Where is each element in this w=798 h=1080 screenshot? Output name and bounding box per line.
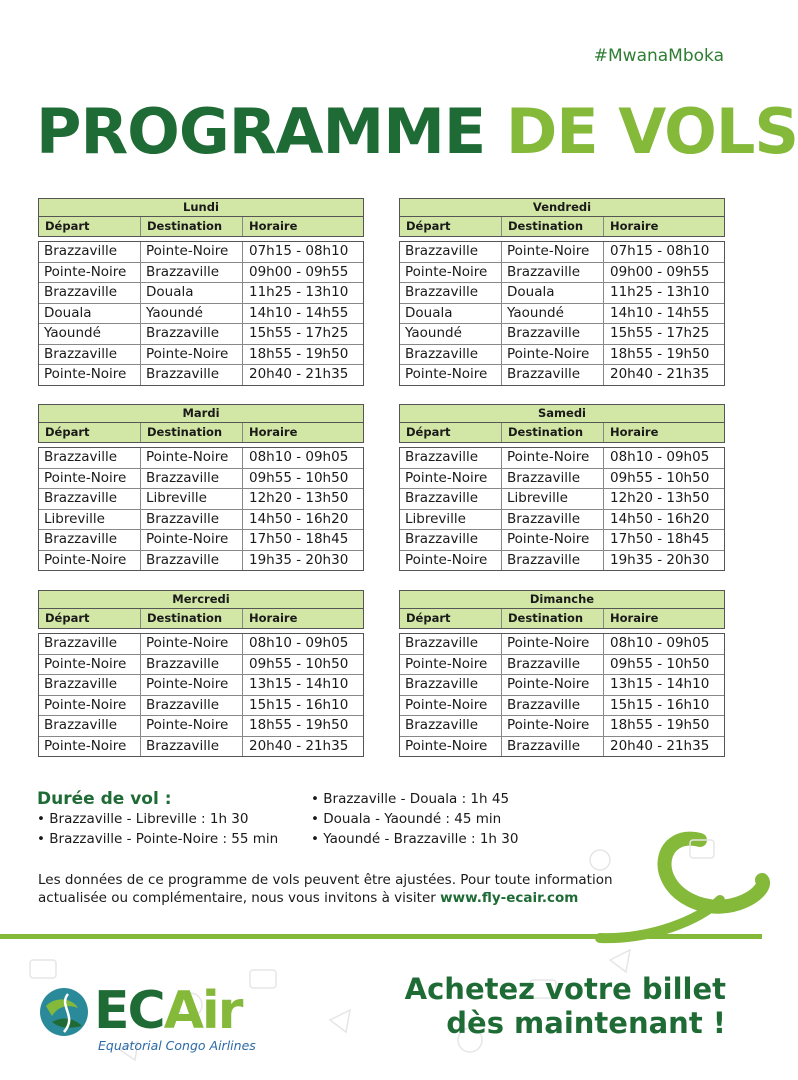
destination-cell: Pointe-Noire <box>502 345 604 365</box>
departure-cell: Douala <box>39 304 141 324</box>
departure-cell: Brazzaville <box>39 448 141 468</box>
column-header: Départ <box>400 609 502 628</box>
table-row <box>400 529 724 550</box>
departure-cell: Brazzaville <box>39 242 141 262</box>
table-row <box>39 303 363 324</box>
table-row <box>400 674 724 695</box>
table-row <box>400 695 724 716</box>
table-row <box>400 488 724 509</box>
departure-cell: Pointe-Noire <box>400 551 502 571</box>
time-cell: 15h15 - 16h10 <box>610 696 710 713</box>
destination-cell: Yaoundé <box>141 304 243 324</box>
destination-cell: Libreville <box>141 489 243 509</box>
table-row <box>39 282 363 303</box>
departure-cell: Brazzaville <box>400 675 502 695</box>
table-row <box>400 509 724 530</box>
time-cell: 18h55 - 19h50 <box>249 345 349 362</box>
time-cell: 20h40 - 21h35 <box>610 737 710 754</box>
time-cell: 12h20 - 13h50 <box>249 490 349 506</box>
table-row <box>39 242 363 262</box>
departure-cell: Pointe-Noire <box>39 551 141 571</box>
call-to-action <box>405 972 726 1040</box>
time-cell: 08h10 - 09h05 <box>610 449 710 465</box>
brand-air: Air <box>163 981 242 1041</box>
departure-cell: Pointe-Noire <box>39 365 141 385</box>
day-header: Dimanche <box>399 590 725 609</box>
departure-cell: Brazzaville <box>400 716 502 736</box>
departure-cell: Pointe-Noire <box>39 696 141 716</box>
destination-cell: Pointe-Noire <box>502 448 604 468</box>
destination-cell: Brazzaville <box>502 551 604 571</box>
time-cell: 11h25 - 13h10 <box>610 284 710 300</box>
table-row <box>400 364 724 385</box>
column-header: Départ <box>400 423 502 442</box>
time-cell: 20h40 - 21h35 <box>249 737 349 754</box>
day-header: Vendredi <box>399 198 725 217</box>
column-header: Départ <box>39 423 141 442</box>
departure-cell: Brazzaville <box>400 530 502 550</box>
table-row <box>39 529 363 550</box>
table-row <box>400 262 724 283</box>
destination-cell: Brazzaville <box>141 324 243 344</box>
departure-cell: Pointe-Noire <box>400 737 502 757</box>
departure-cell: Brazzaville <box>400 634 502 654</box>
column-header: Départ <box>39 609 141 628</box>
table-row <box>39 695 363 716</box>
departure-cell: Brazzaville <box>400 489 502 509</box>
duration-item: • Yaoundé - Brazzaville : 1h 30 <box>311 829 518 849</box>
time-cell: 18h55 - 19h50 <box>610 345 710 362</box>
column-header-row <box>399 423 725 443</box>
table-row <box>400 323 724 344</box>
destination-cell: Pointe-Noire <box>502 634 604 654</box>
time-cell: 18h55 - 19h50 <box>249 717 349 733</box>
destination-cell: Pointe-Noire <box>502 675 604 695</box>
departure-cell: Brazzaville <box>400 345 502 365</box>
departure-cell: Brazzaville <box>39 283 141 303</box>
time-cell: 14h10 - 14h55 <box>249 304 349 321</box>
time-cell: 14h10 - 14h55 <box>610 304 710 321</box>
schedule-dimanche <box>399 590 725 757</box>
time-cell: 17h50 - 18h45 <box>249 531 349 547</box>
table-row <box>400 448 724 468</box>
time-cell: 20h40 - 21h35 <box>610 366 710 382</box>
destination-cell: Brazzaville <box>502 263 604 283</box>
table-row <box>39 344 363 365</box>
title-part2: DE VOLS <box>505 95 798 168</box>
departure-cell: Pointe-Noire <box>400 365 502 385</box>
destination-cell: Brazzaville <box>502 365 604 385</box>
time-cell: 09h55 - 10h50 <box>610 469 710 486</box>
time-cell: 17h50 - 18h45 <box>610 531 710 547</box>
departure-cell: Pointe-Noire <box>400 655 502 675</box>
table-row <box>39 736 363 757</box>
table-row <box>39 654 363 675</box>
time-cell: 09h00 - 09h55 <box>249 263 349 280</box>
time-cell: 13h15 - 14h10 <box>249 676 349 692</box>
time-cell: 18h55 - 19h50 <box>610 717 710 733</box>
table-row <box>39 262 363 283</box>
column-header: Horaire <box>610 611 659 625</box>
duration-title: Durée de vol : <box>37 789 172 809</box>
flight-rows <box>38 447 364 571</box>
column-header-row <box>38 217 364 237</box>
column-header: Horaire <box>249 219 298 233</box>
table-row <box>39 715 363 736</box>
column-header: Horaire <box>249 425 298 439</box>
table-row <box>39 550 363 571</box>
destination-cell: Brazzaville <box>141 469 243 489</box>
duration-item: • Douala - Yaoundé : 45 min <box>311 809 518 829</box>
column-header: Destination <box>502 609 604 628</box>
column-header-row <box>38 609 364 629</box>
departure-cell: Pointe-Noire <box>39 469 141 489</box>
destination-cell: Douala <box>502 283 604 303</box>
departure-cell: Yaoundé <box>39 324 141 344</box>
time-cell: 20h40 - 21h35 <box>249 366 349 382</box>
table-row <box>39 468 363 489</box>
departure-cell: Brazzaville <box>400 448 502 468</box>
destination-cell: Brazzaville <box>502 324 604 344</box>
departure-cell: Yaoundé <box>400 324 502 344</box>
time-cell: 12h20 - 13h50 <box>610 490 710 506</box>
table-row <box>39 634 363 654</box>
table-row <box>400 550 724 571</box>
destination-cell: Brazzaville <box>502 737 604 757</box>
time-cell: 19h35 - 20h30 <box>610 551 710 568</box>
departure-cell: Brazzaville <box>39 716 141 736</box>
time-cell: 11h25 - 13h10 <box>249 284 349 300</box>
column-header: Départ <box>39 217 141 236</box>
time-cell: 09h55 - 10h50 <box>249 655 349 672</box>
time-cell: 08h10 - 09h05 <box>249 635 349 651</box>
column-header: Horaire <box>249 611 298 625</box>
destination-cell: Pointe-Noire <box>502 242 604 262</box>
time-cell: 13h15 - 14h10 <box>610 676 710 692</box>
departure-cell: Libreville <box>39 510 141 530</box>
column-header-row <box>38 423 364 443</box>
departure-cell: Pointe-Noire <box>39 737 141 757</box>
table-row <box>400 654 724 675</box>
departure-cell: Brazzaville <box>39 530 141 550</box>
day-header: Mardi <box>38 404 364 423</box>
day-header: Samedi <box>399 404 725 423</box>
table-row <box>400 468 724 489</box>
globe-logo-icon <box>38 986 90 1038</box>
destination-cell: Yaoundé <box>502 304 604 324</box>
destination-cell: Brazzaville <box>141 737 243 757</box>
flight-rows <box>399 633 725 757</box>
flight-rows <box>399 241 725 386</box>
destination-cell: Libreville <box>502 489 604 509</box>
table-row <box>400 344 724 365</box>
flight-rows <box>38 633 364 757</box>
destination-cell: Pointe-Noire <box>502 716 604 736</box>
schedule-mardi <box>38 404 364 571</box>
column-header: Départ <box>400 217 502 236</box>
flight-rows <box>38 241 364 386</box>
table-row <box>39 323 363 344</box>
page-title <box>36 96 798 168</box>
departure-cell: Brazzaville <box>39 489 141 509</box>
column-header-row <box>399 217 725 237</box>
table-row <box>400 282 724 303</box>
departure-cell: Brazzaville <box>400 283 502 303</box>
time-cell: 07h15 - 08h10 <box>249 243 349 259</box>
column-header: Horaire <box>610 219 659 233</box>
time-cell: 19h35 - 20h30 <box>249 551 349 568</box>
day-header: Lundi <box>38 198 364 217</box>
departure-cell: Pointe-Noire <box>400 696 502 716</box>
departure-cell: Pointe-Noire <box>39 655 141 675</box>
destination-cell: Pointe-Noire <box>141 345 243 365</box>
destination-cell: Brazzaville <box>502 469 604 489</box>
column-header: Destination <box>502 423 604 442</box>
destination-cell: Brazzaville <box>502 655 604 675</box>
departure-cell: Brazzaville <box>39 675 141 695</box>
website-link[interactable]: www.fly-ecair.com <box>440 890 579 906</box>
departure-cell: Brazzaville <box>400 242 502 262</box>
destination-cell: Brazzaville <box>141 510 243 530</box>
table-row <box>39 488 363 509</box>
table-row <box>400 303 724 324</box>
destination-cell: Brazzaville <box>141 263 243 283</box>
column-header: Destination <box>141 423 243 442</box>
table-row <box>400 715 724 736</box>
table-row <box>400 242 724 262</box>
destination-cell: Pointe-Noire <box>141 530 243 550</box>
departure-cell: Pointe-Noire <box>400 263 502 283</box>
time-cell: 08h10 - 09h05 <box>610 635 710 651</box>
info-note-text: Les données de ce programme de vols peuvent être ajustées. Pour toute information actualisée ou complémentaire, nous vous invitons à visiter <box>38 872 613 906</box>
time-cell: 14h50 - 16h20 <box>610 510 710 527</box>
time-cell: 09h55 - 10h50 <box>249 469 349 486</box>
destination-cell: Pointe-Noire <box>141 675 243 695</box>
brand-subtitle: Equatorial Congo Airlines <box>98 1038 256 1053</box>
duration-list-right <box>311 789 518 849</box>
day-header: Mercredi <box>38 590 364 609</box>
departure-cell: Brazzaville <box>39 634 141 654</box>
info-note <box>38 871 638 907</box>
time-cell: 09h55 - 10h50 <box>610 655 710 672</box>
destination-cell: Pointe-Noire <box>141 242 243 262</box>
departure-cell: Pointe-Noire <box>39 263 141 283</box>
time-cell: 09h00 - 09h55 <box>610 263 710 280</box>
brand-name <box>94 980 241 1042</box>
departure-cell: Brazzaville <box>39 345 141 365</box>
destination-cell: Brazzaville <box>141 696 243 716</box>
table-row <box>39 509 363 530</box>
schedule-mercredi <box>38 590 364 757</box>
time-cell: 07h15 - 08h10 <box>610 243 710 259</box>
time-cell: 08h10 - 09h05 <box>249 449 349 465</box>
schedule-samedi <box>399 404 725 571</box>
table-row <box>39 364 363 385</box>
destination-cell: Douala <box>141 283 243 303</box>
title-part1: PROGRAMME <box>36 95 486 168</box>
column-header: Destination <box>141 217 243 236</box>
destination-cell: Brazzaville <box>141 655 243 675</box>
duration-item: • Brazzaville - Douala : 1h 45 <box>311 789 518 809</box>
table-row <box>400 634 724 654</box>
destination-cell: Brazzaville <box>502 510 604 530</box>
table-row <box>39 448 363 468</box>
departure-cell: Libreville <box>400 510 502 530</box>
destination-cell: Pointe-Noire <box>141 634 243 654</box>
departure-cell: Pointe-Noire <box>400 469 502 489</box>
time-cell: 15h55 - 17h25 <box>249 325 349 341</box>
destination-cell: Brazzaville <box>141 551 243 571</box>
schedule-vendredi <box>399 198 725 386</box>
cta-line1: Achetez votre billet <box>404 972 726 1006</box>
duration-item: • Brazzaville - Pointe-Noire : 55 min <box>37 829 278 849</box>
destination-cell: Pointe-Noire <box>502 530 604 550</box>
duration-list-left <box>37 809 278 849</box>
flight-rows <box>399 447 725 571</box>
table-row <box>400 736 724 757</box>
destination-cell: Brazzaville <box>502 696 604 716</box>
column-header: Horaire <box>610 425 659 439</box>
column-header: Destination <box>141 609 243 628</box>
destination-cell: Pointe-Noire <box>141 448 243 468</box>
departure-cell: Douala <box>400 304 502 324</box>
column-header-row <box>399 609 725 629</box>
destination-cell: Pointe-Noire <box>141 716 243 736</box>
column-header: Destination <box>502 217 604 236</box>
table-row <box>39 674 363 695</box>
schedule-lundi <box>38 198 364 386</box>
time-cell: 15h55 - 17h25 <box>610 325 710 341</box>
time-cell: 15h15 - 16h10 <box>249 696 349 713</box>
hashtag: #MwanaMboka <box>593 46 724 66</box>
destination-cell: Brazzaville <box>141 365 243 385</box>
cta-line2: dès maintenant ! <box>446 1006 726 1040</box>
time-cell: 14h50 - 16h20 <box>249 510 349 527</box>
brand-ec: EC <box>94 981 164 1041</box>
duration-item: • Brazzaville - Libreville : 1h 30 <box>37 809 278 829</box>
